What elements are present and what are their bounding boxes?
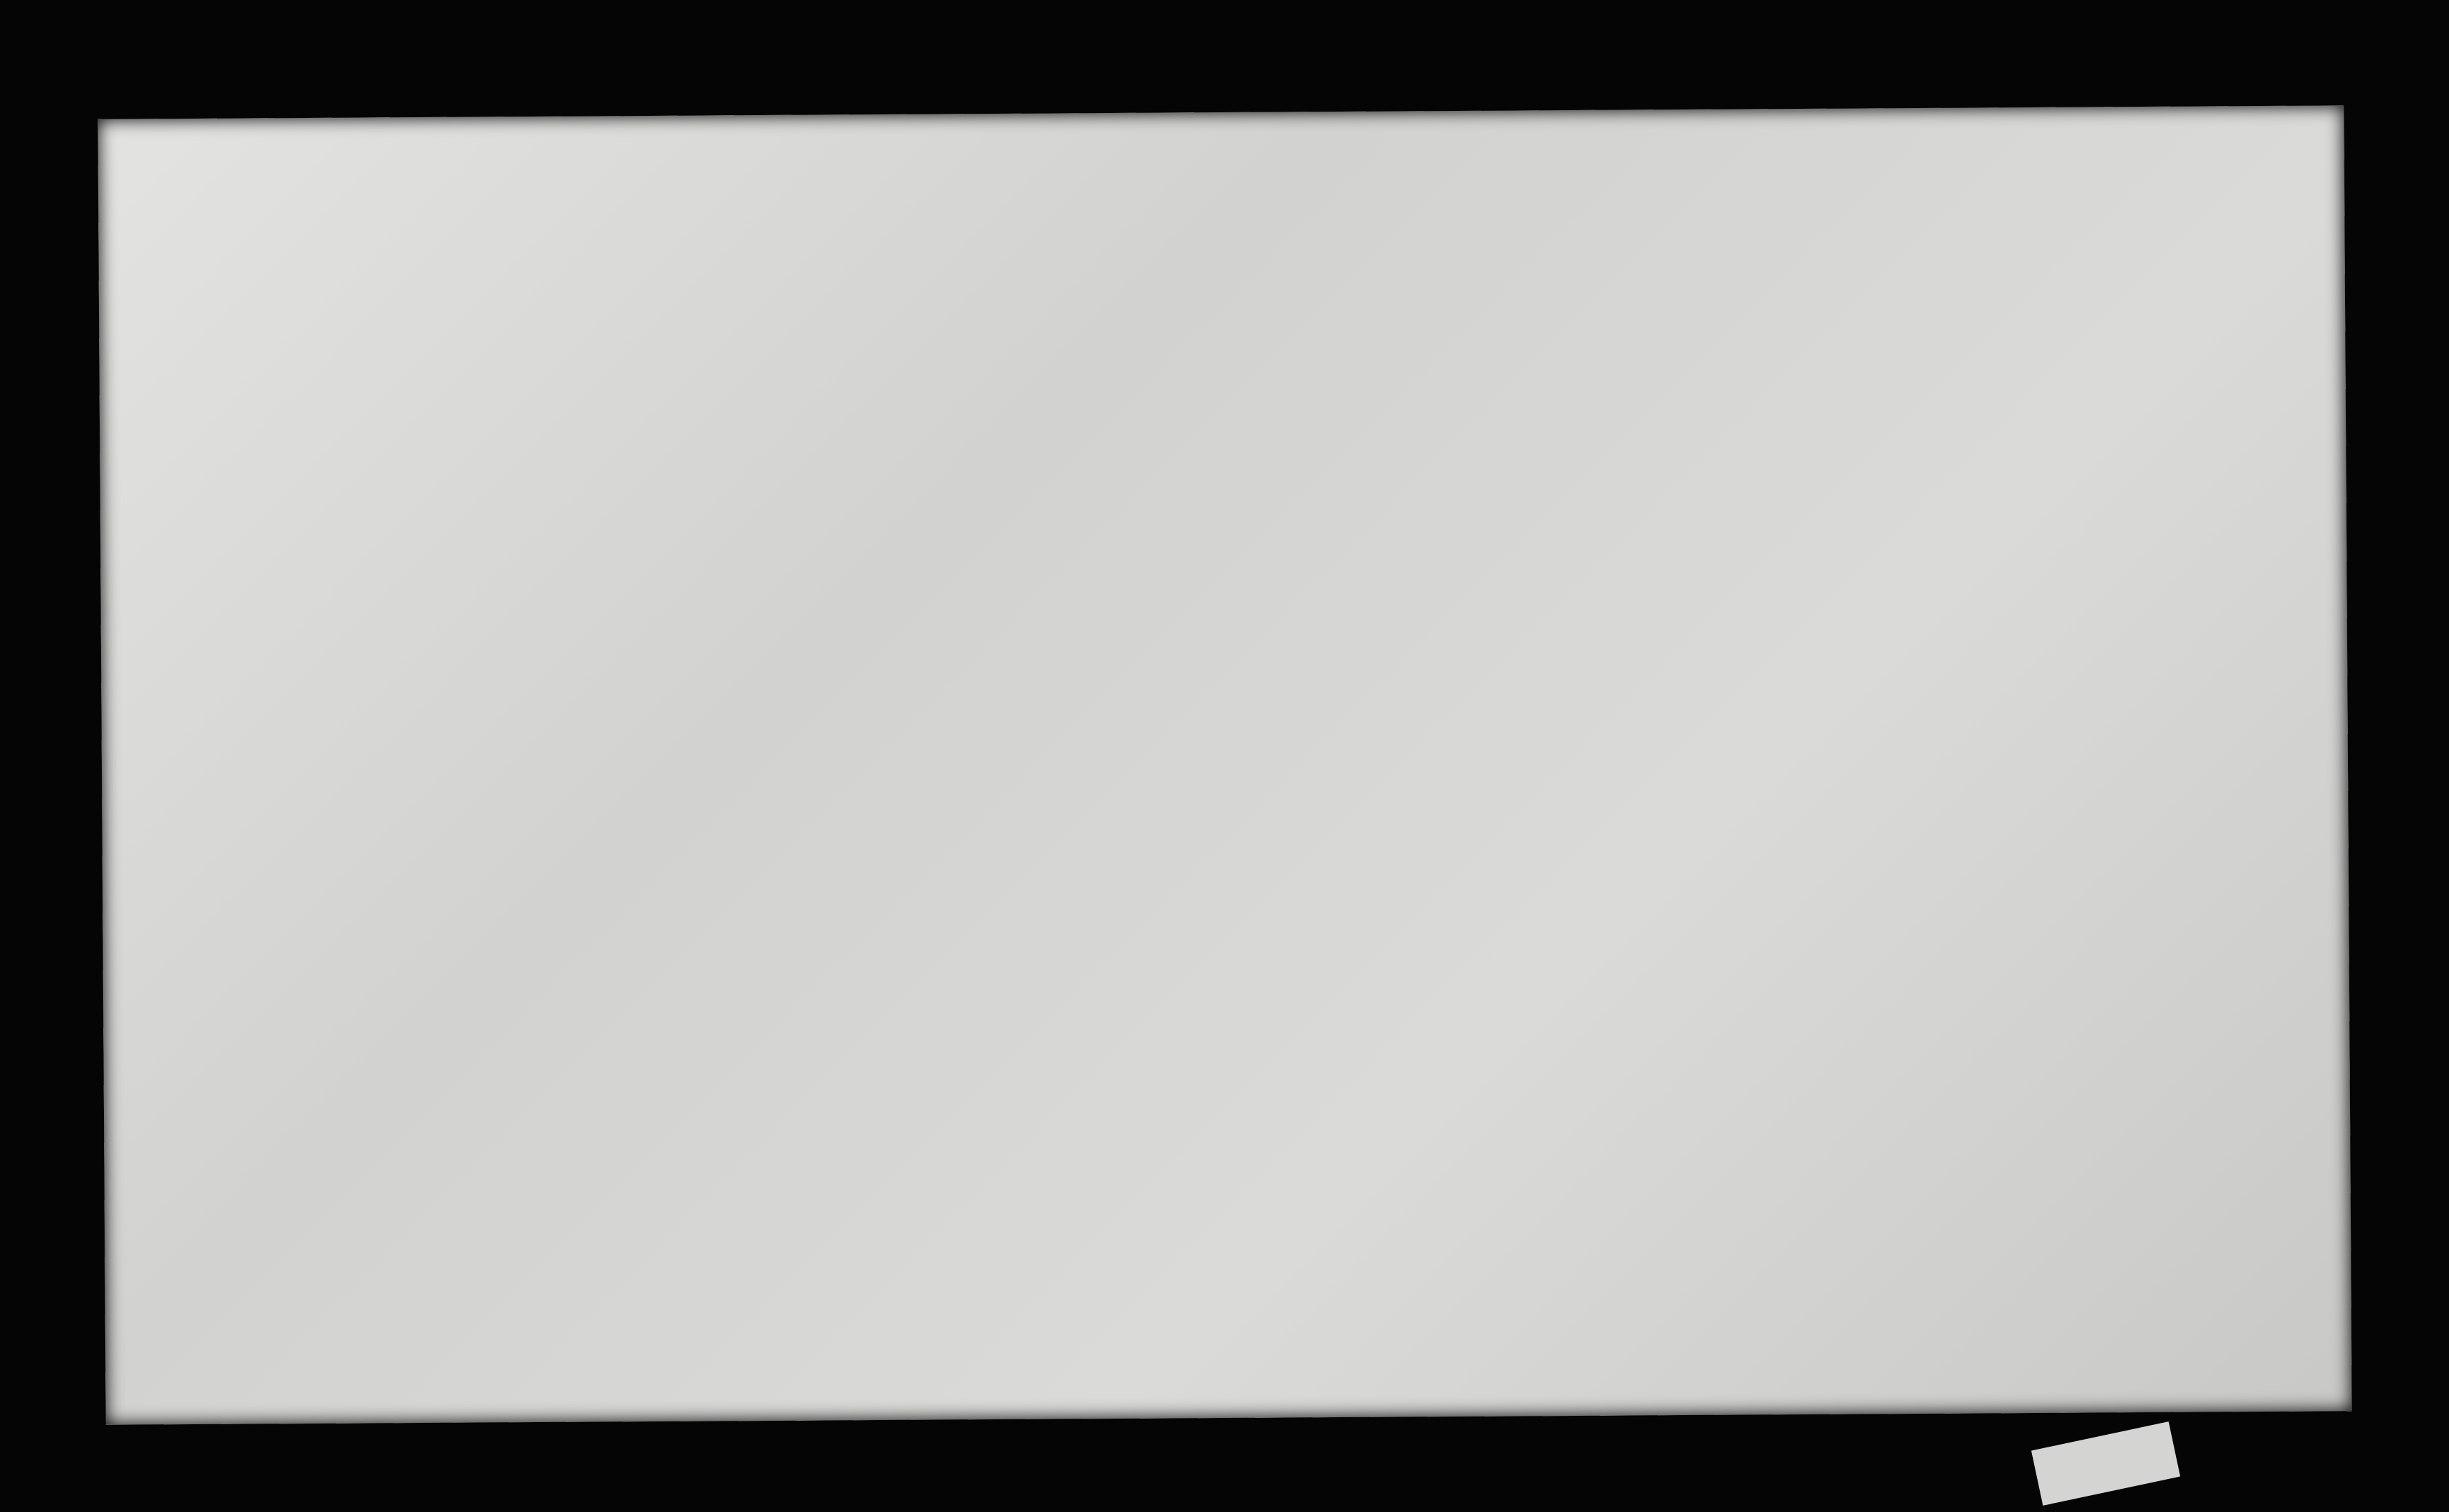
middle-section [211, 456, 2354, 946]
lease-table [126, 931, 2333, 1394]
torn-paper-piece [2031, 1421, 2180, 1506]
crop-table [116, 131, 2329, 467]
